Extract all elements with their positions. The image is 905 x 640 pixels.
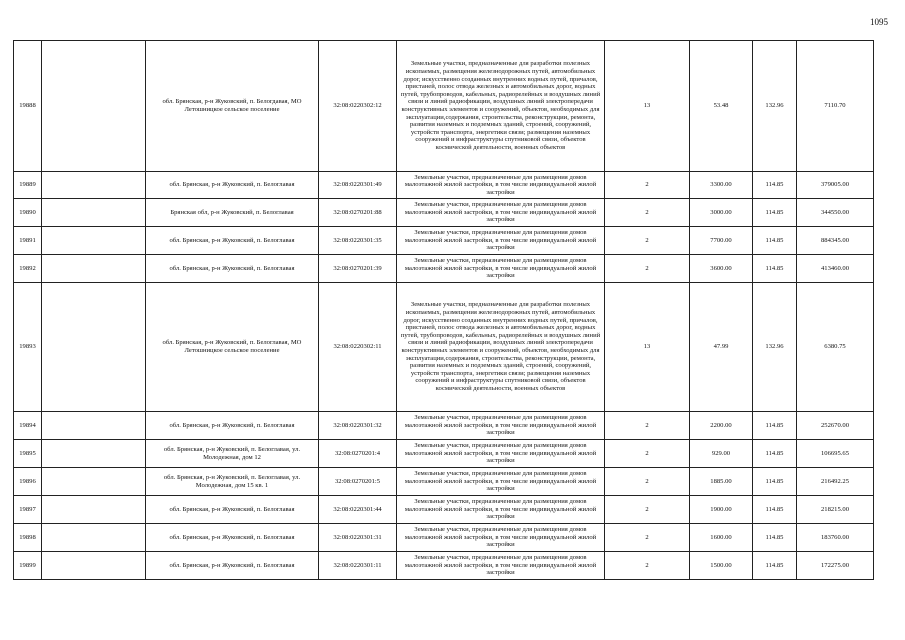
area-cell: 1600.00 [690,524,753,552]
empty-cell [42,41,146,172]
empty-cell [42,496,146,524]
area-cell: 53.48 [690,41,753,172]
area-cell: 3300.00 [690,172,753,199]
table-row [14,440,874,468]
area-cell: 1900.00 [690,496,753,524]
page-number: 1095 [870,17,888,27]
specific-value-cell: 114.85 [753,199,797,227]
table-row [14,412,874,440]
record-number: 19891 [14,227,42,255]
table-row [14,41,874,172]
empty-cell [42,255,146,283]
address-cell: обл. Брянская, р-н Жуковский, п. Белоглавая, МО Летошницкое сельское поселение [146,283,319,412]
address-cell: обл. Брянская, р-н Жуковский, п. Белоглавая [146,172,319,199]
cadastral-value-cell: 884345.00 [797,227,874,255]
cadastral-value-cell: 344550.00 [797,199,874,227]
cadastral-value-cell: 172275.00 [797,552,874,580]
area-cell: 929.00 [690,440,753,468]
specific-value-cell: 114.85 [753,524,797,552]
group-cell: 2 [605,496,690,524]
specific-value-cell: 114.85 [753,255,797,283]
address-cell: обл. Брянская, р-н Жуковский, п. Белоглавая [146,524,319,552]
cadastral-number-cell: 32:08:0220301:32 [319,412,397,440]
empty-cell [42,199,146,227]
land-use-cell: Земельные участки, предназначенные для размещения домов малоэтажной жилой застройки, в том числе индивидуальной жилой застройки [397,524,605,552]
table-row [14,524,874,552]
cadastral-number-cell: 32:08:0220301:31 [319,524,397,552]
address-cell: обл. Брянская, р-н Жуковский, п. Белоглавая [146,412,319,440]
land-use-cell: Земельные участки, предназначенные для размещения домов малоэтажной жилой застройки, в том числе индивидуальной жилой застройки [397,172,605,199]
group-cell: 2 [605,552,690,580]
area-cell: 3000.00 [690,199,753,227]
record-number: 19892 [14,255,42,283]
cadastral-number-cell: 32:08:0270201:88 [319,199,397,227]
area-cell: 1500.00 [690,552,753,580]
group-cell: 2 [605,440,690,468]
cadastral-value-cell: 7110.70 [797,41,874,172]
table-row [14,552,874,580]
land-use-cell: Земельные участки, предназначенные для разработки полезных ископаемых, размещения железнодорожных путей, автомобильных дорог, искусственно созданных внутренних водных путей, причалов, пристаней, полос отвода железных и автомобильных дорог, водных путей, трубопроводов, кабельных, радиорелейных и воздушных линий связи и линий радиофикации, воздушных линий электропередачи конструктивных элементов и сооружений, объектов, необходимых для эксплуатации,содержания, строительства, реконструкции, ремонта, развития наземных и подземных зданий, строений, сооружений, устройств транспорта, энергетики связи; размещения наземных сооружений и инфраструктуры спутниковой связи, объектов космической деятельности, военных объектов [397,41,605,172]
table-row [14,255,874,283]
cadastral-number-cell: 32:08:0270201:5 [319,468,397,496]
address-cell: обл. Брянская, р-н Жуковский, п. Белоглавая, ул. Молодежная, дом 12 [146,440,319,468]
group-cell: 2 [605,227,690,255]
specific-value-cell: 114.85 [753,227,797,255]
cadastral-value-cell: 218215.00 [797,496,874,524]
empty-cell [42,468,146,496]
specific-value-cell: 114.85 [753,552,797,580]
land-use-cell: Земельные участки, предназначенные для размещения домов малоэтажной жилой застройки, в том числе индивидуальной жилой застройки [397,199,605,227]
cadastral-number-cell: 32:08:0220302:11 [319,283,397,412]
empty-cell [42,283,146,412]
land-use-cell: Земельные участки, предназначенные для размещения домов малоэтажной жилой застройки, в том числе индивидуальной жилой застройки [397,552,605,580]
cadastral-value-cell: 216492.25 [797,468,874,496]
record-number: 19893 [14,283,42,412]
address-cell: обл. Брянская, р-н Жуковский, п. Белоглавая, ул. Молодежная, дом 15 кв. 1 [146,468,319,496]
table-row [14,496,874,524]
cadastral-value-cell: 379005.00 [797,172,874,199]
record-number: 19898 [14,524,42,552]
specific-value-cell: 132.96 [753,41,797,172]
land-use-cell: Земельные участки, предназначенные для размещения домов малоэтажной жилой застройки, в том числе индивидуальной жилой застройки [397,468,605,496]
specific-value-cell: 114.85 [753,440,797,468]
table-row [14,199,874,227]
record-number: 19896 [14,468,42,496]
empty-cell [42,524,146,552]
record-number: 19894 [14,412,42,440]
record-number: 19897 [14,496,42,524]
record-number: 19899 [14,552,42,580]
specific-value-cell: 114.85 [753,172,797,199]
area-cell: 2200.00 [690,412,753,440]
address-cell: обл. Брянская, р-н Жуковский, п. Белоглавая [146,255,319,283]
cadastral-value-cell: 252670.00 [797,412,874,440]
land-use-cell: Земельные участки, предназначенные для размещения домов малоэтажной жилой застройки, в том числе индивидуальной жилой застройки [397,412,605,440]
table-row [14,227,874,255]
cadastral-value-table [13,40,874,580]
specific-value-cell: 132.96 [753,283,797,412]
table-row [14,468,874,496]
cadastral-number-cell: 32:08:0220301:35 [319,227,397,255]
record-number: 19890 [14,199,42,227]
group-cell: 13 [605,283,690,412]
address-cell: обл. Брянская, р-н Жуковский, п. Белоглавая [146,227,319,255]
area-cell: 1885.00 [690,468,753,496]
group-cell: 2 [605,468,690,496]
group-cell: 2 [605,199,690,227]
cadastral-number-cell: 32:08:0220301:11 [319,552,397,580]
area-cell: 3600.00 [690,255,753,283]
specific-value-cell: 114.85 [753,468,797,496]
address-cell: обл. Брянская, р-н Жуковский, п. Белогдавая, МО Летошницкое сельское поселение [146,41,319,172]
group-cell: 2 [605,412,690,440]
empty-cell [42,552,146,580]
empty-cell [42,227,146,255]
cadastral-number-cell: 32:08:0220301:49 [319,172,397,199]
record-number: 19895 [14,440,42,468]
record-number: 19889 [14,172,42,199]
cadastral-value-cell: 106695.65 [797,440,874,468]
cadastral-number-cell: 32:08:0220302:12 [319,41,397,172]
cadastral-value-cell: 6380.75 [797,283,874,412]
group-cell: 2 [605,524,690,552]
group-cell: 13 [605,41,690,172]
land-use-cell: Земельные участки, предназначенные для разработки полезных ископаемых, размещения железнодорожных путей, автомобильных дорог, искусственно созданных внутренних водных путей, причалов, пристаней, полос отвода железных и автомобильных дорог, водных путей, трубопроводов, кабельных, радиорелейных и воздушных линий связи и линий радиофикации, воздушных линий электропередачи конструктивных элементов и сооружений, объектов, необходимых для эксплуатации,содержания, строительства, реконструкции, ремонта, развития наземных и подземных зданий, строений, сооружений, устройств транспорта, энергетики связи; размещения наземных сооружений и инфраструктуры спутниковой связи, объектов космической деятельности, военных объектов [397,283,605,412]
cadastral-value-cell: 183760.00 [797,524,874,552]
empty-cell [42,172,146,199]
record-number: 19888 [14,41,42,172]
table-body [14,41,874,580]
address-cell: Брянская обл, р-н Жуковский, п. Белоглавая [146,199,319,227]
address-cell: обл. Брянская, р-н Жуковский, п. Белоглавая [146,496,319,524]
land-use-cell: Земельные участки, предназначенные для размещения домов малоэтажной жилой застройки, в том числе индивидуальной жилой застройки [397,227,605,255]
table-row [14,172,874,199]
cadastral-number-cell: 32:08:0270201:39 [319,255,397,283]
land-use-cell: Земельные участки, предназначенные для размещения домов малоэтажной жилой застройки, в том числе индивидуальной жилой застройки [397,255,605,283]
specific-value-cell: 114.85 [753,496,797,524]
cadastral-number-cell: 32:08:0270201:4 [319,440,397,468]
address-cell: обл. Брянская, р-н Жуковский, п. Белоглавая [146,552,319,580]
empty-cell [42,440,146,468]
land-use-cell: Земельные участки, предназначенные для размещения домов малоэтажной жилой застройки, в том числе индивидуальной жилой застройки [397,496,605,524]
area-cell: 7700.00 [690,227,753,255]
group-cell: 2 [605,255,690,283]
area-cell: 47.99 [690,283,753,412]
empty-cell [42,412,146,440]
cadastral-number-cell: 32:08:0220301:44 [319,496,397,524]
cadastral-value-cell: 413460.00 [797,255,874,283]
land-use-cell: Земельные участки, предназначенные для размещения домов малоэтажной жилой застройки, в том числе индивидуальной жилой застройки [397,440,605,468]
specific-value-cell: 114.85 [753,412,797,440]
table-row [14,283,874,412]
group-cell: 2 [605,172,690,199]
